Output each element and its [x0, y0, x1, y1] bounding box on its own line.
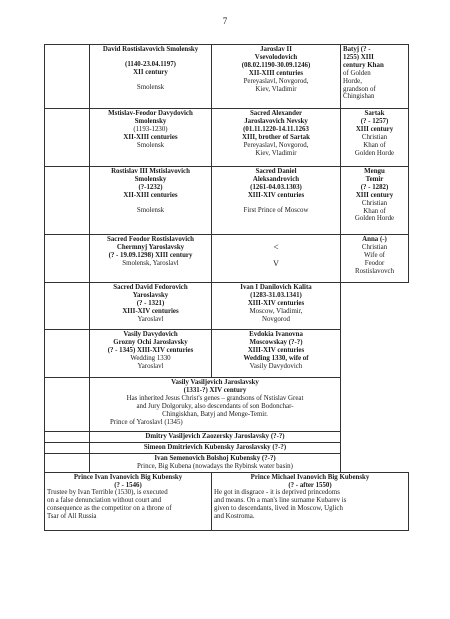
- page-number: 7: [222, 16, 228, 26]
- cell-ivan-bolshoj: Ivan Semenovich Bolshoj Kubensky (?-?) Prince, Big Kubena (nowadays the Rybinsk water basin): [90, 453, 341, 472]
- table-row: [45, 235, 409, 283]
- table-row: [45, 167, 409, 235]
- cell-alexander-nevsky: Sacred Alexander Jaroslavovich Nevsky (01.11.1220-14.11.1263 XIII, brother of Sartak Pereyaslavl, Novgorod, Kiev, Vladimir: [212, 109, 341, 167]
- cell-david-rostislavovich: David Rostislavovich Smolensky (1140-23.04.1197) XII century Smolensk: [90, 45, 212, 109]
- table-row: [45, 453, 409, 472]
- cell-feodor-rostislavovich: Sacred Feodor Rostislavovich Chermnyj Yaroslavsky (? - 19.09.1298) XIII century Smolensk, Yaroslavl: [90, 235, 212, 283]
- cell-ivan-ivanovich: Prince Ivan Ivanovich Big Kubensky (? - 1546) Trustee by Ivan Terrible (1530), is executed on a false denunciation without court and consequence as the competitor on a throne of Tsar of All Russia: [45, 472, 212, 530]
- table-row: [45, 442, 409, 453]
- cell-vasily-davydovich: Vasily Davydovich Grozny Ochi Jaroslavsky (? - 1345) XIII-XIV centuries Wedding 1330 Yaroslavl: [90, 330, 212, 378]
- cell-jaroslav-ii: Jaroslav II Vsevolodovich (08.02.1190-30.09.1246) XII-XIII centuries Pereyaslavl, Novgorod, Kiev, Vladimir: [212, 45, 341, 109]
- cell-sartak: Sartak (? - 1257) XIII century Christian Khan of Golden Horde: [341, 109, 409, 167]
- cell-michael-ivanovich: Prince Michael Ivanovich Big Kubensky (? - after 1550) He got in disgrace - it is deprived princedoms and means. On a man's line surname Kubarev is given to descendants, lived in Moscow, Uglich and Kostroma.: [212, 472, 409, 530]
- cell-evdokia-ivanovna: Evdokia Ivanovna Moscowskay (?-?) XIII-XIV centuries Wedding 1330, wife of Vasily Davydovich: [212, 330, 341, 378]
- table-row: [45, 472, 409, 530]
- table-row: [45, 330, 409, 378]
- table-row: [45, 109, 409, 167]
- cell-rostislav-iii: Rostislav III Mstislavovich Smolensky (?-1232) XII-XIII centuries Smolensk: [90, 167, 212, 235]
- cell-union-markers: [212, 235, 341, 283]
- cell-dmitry-zaozersky: Dmitry Vasiljevich Zaozersky Jaroslavsky (?-?): [90, 432, 341, 443]
- cell-ivan-kalita: Ivan I Danilovich Kalita (1283-31.03.1341) XIII-XIV centuries Moscow, Vladimir, Novgorod: [212, 283, 341, 330]
- cell-david-fedorovich: Sacred David Fedorovich Yaroslavsky (? - 1321) XIII-XIV centuries Yaroslavl: [90, 283, 212, 330]
- cell-vasily-vasiljevich: Vasily Vasiljevich Jaroslavsky (1331-?) XIV century Has inherited Jesus Christ's genes – grandsons of Nstislav Great and Jury Dolgoruky, also descendants of son Bodonchar- Chingiskhan, Batyj and Menge-Temir. Prince of Yaroslavl (1345): [90, 378, 341, 432]
- table-row: [45, 432, 409, 443]
- cell-mstislav-feodor: Mstislav-Feodor Davydovich Smolensky (1193-1230) XII-XIII centuries Smolensk: [90, 109, 212, 167]
- cell-simeon-kubensky: Simeon Dmitrievich Kubensky Jaroslavsky (?-?): [90, 442, 341, 453]
- cell-daniel-aleksandrovich: Sacred Daniel Aleksandrovich (1261-04.03.1303) XIII-XIV centuries First Prince of Moscow: [212, 167, 341, 235]
- table-row: [45, 283, 409, 330]
- marriage-marker: <: [273, 242, 279, 252]
- cell-anna: Anna (-) Christian Wife of Feodor Rostislavovch: [341, 235, 409, 283]
- table-row: [45, 378, 409, 432]
- descent-marker: V: [273, 259, 279, 268]
- cell-batyj: Batyj (? - 1255) XIII century Khan of Golden Horde, grandson of Chingishan: [341, 45, 409, 109]
- cell-mengu-temir: Mengu Temir (? - 1282) XIII century Christian Khan of Golden Horde: [341, 167, 409, 235]
- genealogy-table: [44, 44, 409, 531]
- table-row: [45, 45, 409, 109]
